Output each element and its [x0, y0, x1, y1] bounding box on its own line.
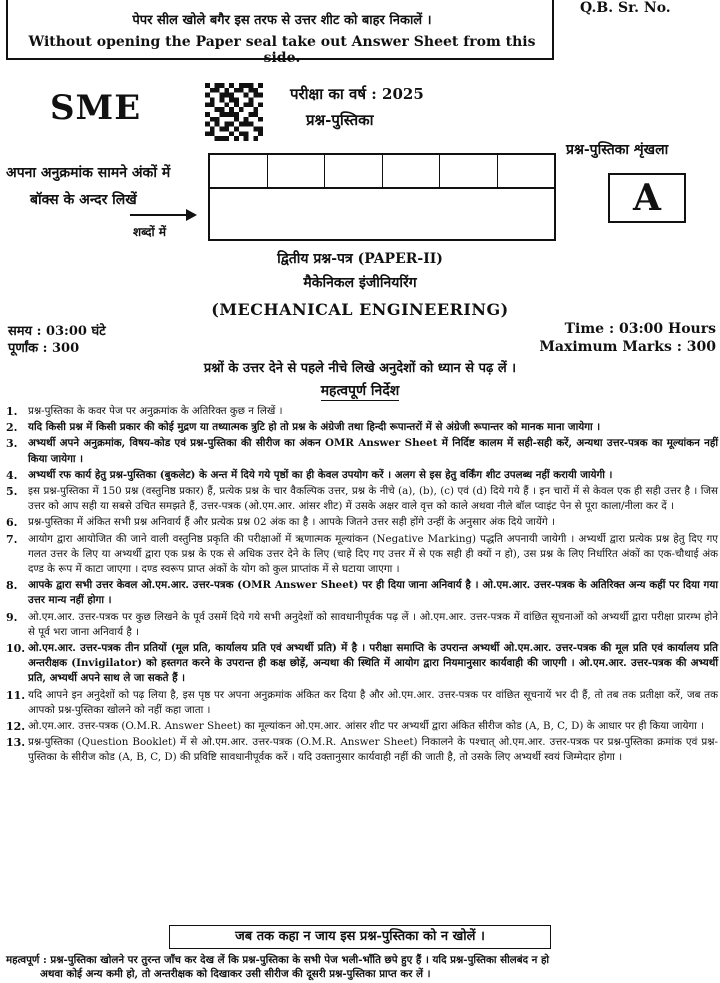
instruction-text: यदि आपने इन अनुदेशों को पढ़ लिया है, इस पृष्ठ पर अपना अनुक्रमांक अंकित कर दिया है और ओ.एम.आर. उत्तर-पत्रक पर वांछित सूचनायें भर दी हैं, तो तब तक प्रतीक्षा करें, जब तक आपको प्रश्न-पुस्तिका खोलने को नहीं कहा जाता ।	[28, 688, 718, 716]
digit-box[interactable]	[210, 155, 268, 187]
instruction-number: 11.	[6, 688, 26, 702]
instruction-number: 2.	[6, 421, 18, 435]
instructions-heading-wrap	[0, 380, 720, 400]
booklet-label: प्रश्न-पुस्तिका	[306, 111, 374, 129]
instruction-text: ओ.एम.आर. उत्तर-पत्रक तीन प्रतियों (मूल प्रति, कार्यालय प्रति एवं अभ्यर्थी प्रति) में है । परीक्षा समाप्ति के उपरान्त अभ्यर्थी ओ.एम.आर. उत्तर-पत्रक की मूल प्रति एवं कार्यालय प्रति अन्तरीक्षक (Invigilator) को हस्तगत करने के उपरान्त ही कक्ष छोड़ें, अन्यथा की स्थिति में आयोग द्वारा नियमानुसार कार्यवाही की जाएगी । ओ.एम.आर. उत्तर-पत्रक की अभ्यर्थी प्रति, अभ्यर्थी अपने साथ ले जा सकते हैं ।	[28, 642, 718, 685]
instruction-text: यदि किसी प्रश्न में किसी प्रकार की कोई मुद्रण या तथ्यात्मक त्रुटि हो तो प्रश्न के अंग्रेजी तथा हिन्दी रूपान्तरों में से अंग्रेजी रूपान्तर को मानक माना जायेगा ।	[28, 421, 601, 434]
exam-year: परीक्षा का वर्ष : 2025	[290, 85, 424, 103]
seal-notice-english: Without opening the Paper seal take out Answer Sheet from this side.	[28, 34, 536, 66]
instruction-text: अभ्यर्थी अपने अनुक्रमांक, विषय-कोड एवं प्रश्न-पुस्तिका की सीरीज का अंकन OMR Answer Sheet में निर्दिष्ट कालम में सही-सही करें, अन्यथा उत्तर-पत्रक का मूल्यांकन नहीं किया जायेगा ।	[28, 437, 718, 465]
seal-notice-hindi: पेपर सील खोले बगैर इस तरफ से उत्तर शीट को बाहर निकालें ।	[132, 13, 432, 28]
instruction-item	[6, 436, 718, 466]
series-box: A	[608, 173, 686, 223]
roll-number-digit-boxes[interactable]	[208, 153, 556, 189]
do-not-open-notice: जब तक कहा न जाय इस प्रश्न-पुस्तिका को न खोलें ।	[169, 925, 551, 949]
instruction-item	[6, 610, 718, 640]
roll-number-instruction-line1: अपना अनुक्रमांक सामने अंकों में	[6, 165, 171, 181]
roll-number-instruction-line2: बॉक्स के अन्दर लिखें	[30, 192, 137, 208]
instruction-item	[6, 515, 718, 530]
subject-hindi: मैकेनिकल इंजीनियरिंग	[303, 275, 417, 291]
roll-number-words-box[interactable]	[208, 189, 556, 241]
important-note	[6, 953, 718, 981]
instruction-number: 7.	[6, 532, 18, 546]
marks-english: Maximum Marks : 300	[539, 339, 716, 355]
instruction-item	[6, 735, 718, 765]
instruction-item	[6, 484, 718, 514]
arrow-right-icon	[128, 207, 198, 223]
seal-notice-box	[6, 0, 554, 66]
instruction-number: 8.	[6, 579, 18, 593]
instruction-item	[6, 719, 718, 734]
instruction-item	[6, 578, 718, 608]
series-label: प्रश्न-पुस्तिका शृंखला	[566, 142, 669, 158]
instruction-number: 1.	[6, 405, 18, 418]
important-note-line2: अथवा कोई अन्य कमी हो, तो अन्तरीक्षक को दिखाकर उसी सीरीज की दूसरी प्रश्न-पुस्तिका प्राप्त कर लें ।	[40, 968, 431, 980]
instruction-number: 9.	[6, 610, 18, 624]
digit-box[interactable]	[268, 155, 326, 187]
marks-hindi: पूर्णांक : 300	[8, 341, 80, 356]
instruction-number: 3.	[6, 437, 18, 451]
instruction-text: आयोग द्वारा आयोजित की जाने वाली वस्तुनिष्ठ प्रकृति की परीक्षाओं में ऋणात्मक मूल्यांकन (Negative Marking) पद्धति अपनायी जायेगी । अभ्यर्थी द्वारा प्रत्येक प्रश्न हेतु दिए गए गलत उत्तर के लिए या अभ्यर्थी द्वारा एक प्रश्न के एक से अधिक उत्तर देने के लिए (चाहे दिए गए उत्तर में से एक सही ही क्यों न हो), उस प्रश्न के लिए निर्धारित अंकों का एक-चौथाई अंक दण्ड के रूप में काटा जाएगा । दण्ड स्वरूप प्राप्त अंकों के योग को कुल प्राप्तांक में से घटाया जाएगा ।	[28, 532, 718, 576]
instruction-text: इस प्रश्न-पुस्तिका में 150 प्रश्न (वस्तुनिष्ठ प्रकार) हैं, प्रत्येक प्रश्न के चार वैकल्पिक उत्तर, प्रश्न के नीचे (a), (b), (c) एवं (d) दिये गये हैं । इन चारों में से केवल एक ही सही उत्तर है । जिस उत्तर को आप सही या सबसे उचित समझते हैं, उत्तर-पत्रक (ओ.एम.आर. आंसर शीट) में उसके अक्षर वाले वृत्त को काले अथवा नीले बॉल प्वाइंट पेन से पूरा काला/नीला कर दें ।	[28, 485, 718, 513]
instruction-item	[6, 404, 718, 419]
important-note-line1: महत्वपूर्ण : प्रश्न-पुस्तिका खोलने पर तुरन्त जाँच कर देख लें कि प्रश्न-पुस्तिका के सभी पेज भली-भाँति छपे हुए हैं । यदि प्रश्न-पुस्तिका सीलबंद न हो	[6, 954, 550, 966]
instruction-text: आपके द्वारा सभी उत्तर केवल ओ.एम.आर. उत्तर-पत्रक (OMR Answer Sheet) पर ही दिया जाना अनिवार्य है । ओ.एम.आर. उत्तर-पत्रक के अतिरिक्त अन्य कहीं पर दिया गया उत्तर मान्य नहीं होगा ।	[28, 579, 718, 607]
instructions-list	[6, 404, 718, 767]
instructions-heading: महत्वपूर्ण निर्देश	[320, 383, 400, 399]
time-hindi: समय : 03:00 घंटे	[8, 324, 106, 339]
qb-serial-label: Q.B. Sr. No.	[580, 0, 671, 16]
instruction-text: प्रश्न-पुस्तिका में अंकित सभी प्रश्न अनिवार्य हैं और प्रत्येक प्रश्न 02 अंक का है । आपके जितने उत्तर सही होंगे उन्हीं के अनुसार अंक दिये जायेंगे ।	[28, 516, 555, 529]
instruction-text: ओ.एम.आर. उत्तर-पत्रक पर कुछ लिखने के पूर्व उसमें दिये गये सभी अनुदेशों को सावधानीपूर्वक पढ़ लें । ओ.एम.आर. उत्तर-पत्रक में वांछित सूचनाओं को अभ्यर्थी द्वारा परीक्षा प्रारम्भ होने से पूर्व भरा जाना अनिवार्य है ।	[28, 610, 718, 638]
instruction-item	[6, 532, 718, 578]
instruction-text: ओ.एम.आर. उत्तर-पत्रक (O.M.R. Answer Sheet) का मूल्यांकन ओ.एम.आर. आंसर शीट पर अभ्यर्थी द्वारा अंकित सीरीज कोड (A, B, C, D) के आधार पर ही किया जायेगा ।	[28, 720, 705, 733]
read-instructions-note: प्रश्नों के उत्तर देने से पहले नीचे लिखे अनुदेशों को ध्यान से पढ़ लें ।	[203, 361, 517, 376]
instruction-number: 10.	[6, 642, 26, 656]
instruction-item	[6, 420, 718, 435]
instruction-text: प्रश्न-पुस्तिका (Question Booklet) में से ओ.एम.आर. उत्तर-पत्रक (O.M.R. Answer Sheet) निकालने के पश्चात् ओ.एम.आर. उत्तर-पत्रक पर प्रश्न-पुस्तिका क्रमांक एवं प्रश्न-पुस्तिका के सीरीज कोड (A, B, C, D) की प्रविष्टि सावधानीपूर्वक करें । यदि उक्तानुसार कार्यवाही नहीं की जाती है, तो उसके लिए अभ्यर्थी स्वयं जिम्मेदार होगा ।	[28, 736, 718, 764]
instruction-text: अभ्यर्थी रफ कार्य हेतु प्रश्न-पुस्तिका (बुकलेट) के अन्त में दिये गये पृष्ठों का ही केवल उपयोग करें । अलग से इस हेतु वर्किंग शीट उपलब्ध नहीं करायी जायेगी ।	[28, 468, 613, 481]
roll-number-words-label: शब्दों में	[133, 225, 166, 239]
instruction-item	[6, 641, 718, 687]
instruction-number: 5.	[6, 485, 18, 499]
paper-title: द्वितीय प्रश्न-पत्र (PAPER-II)	[277, 251, 443, 267]
time-english: Time : 03:00 Hours	[564, 321, 716, 337]
digit-box[interactable]	[383, 155, 441, 187]
instruction-number: 4.	[6, 468, 18, 482]
digit-box[interactable]	[325, 155, 383, 187]
subject-code: SME	[50, 88, 142, 128]
subject-english: (MECHANICAL ENGINEERING)	[211, 300, 509, 319]
qr-code-icon	[205, 83, 263, 141]
instruction-number: 6.	[6, 516, 18, 530]
instruction-number: 13.	[6, 736, 26, 750]
digit-box[interactable]	[440, 155, 498, 187]
digit-box[interactable]	[498, 155, 555, 187]
instruction-item	[6, 468, 718, 483]
instruction-item	[6, 688, 718, 718]
instruction-number: 12.	[6, 720, 26, 734]
instruction-text: प्रश्न-पुस्तिका के कवर पेज पर अनुक्रमांक के अतिरिक्त कुछ न लिखें ।	[28, 405, 283, 417]
